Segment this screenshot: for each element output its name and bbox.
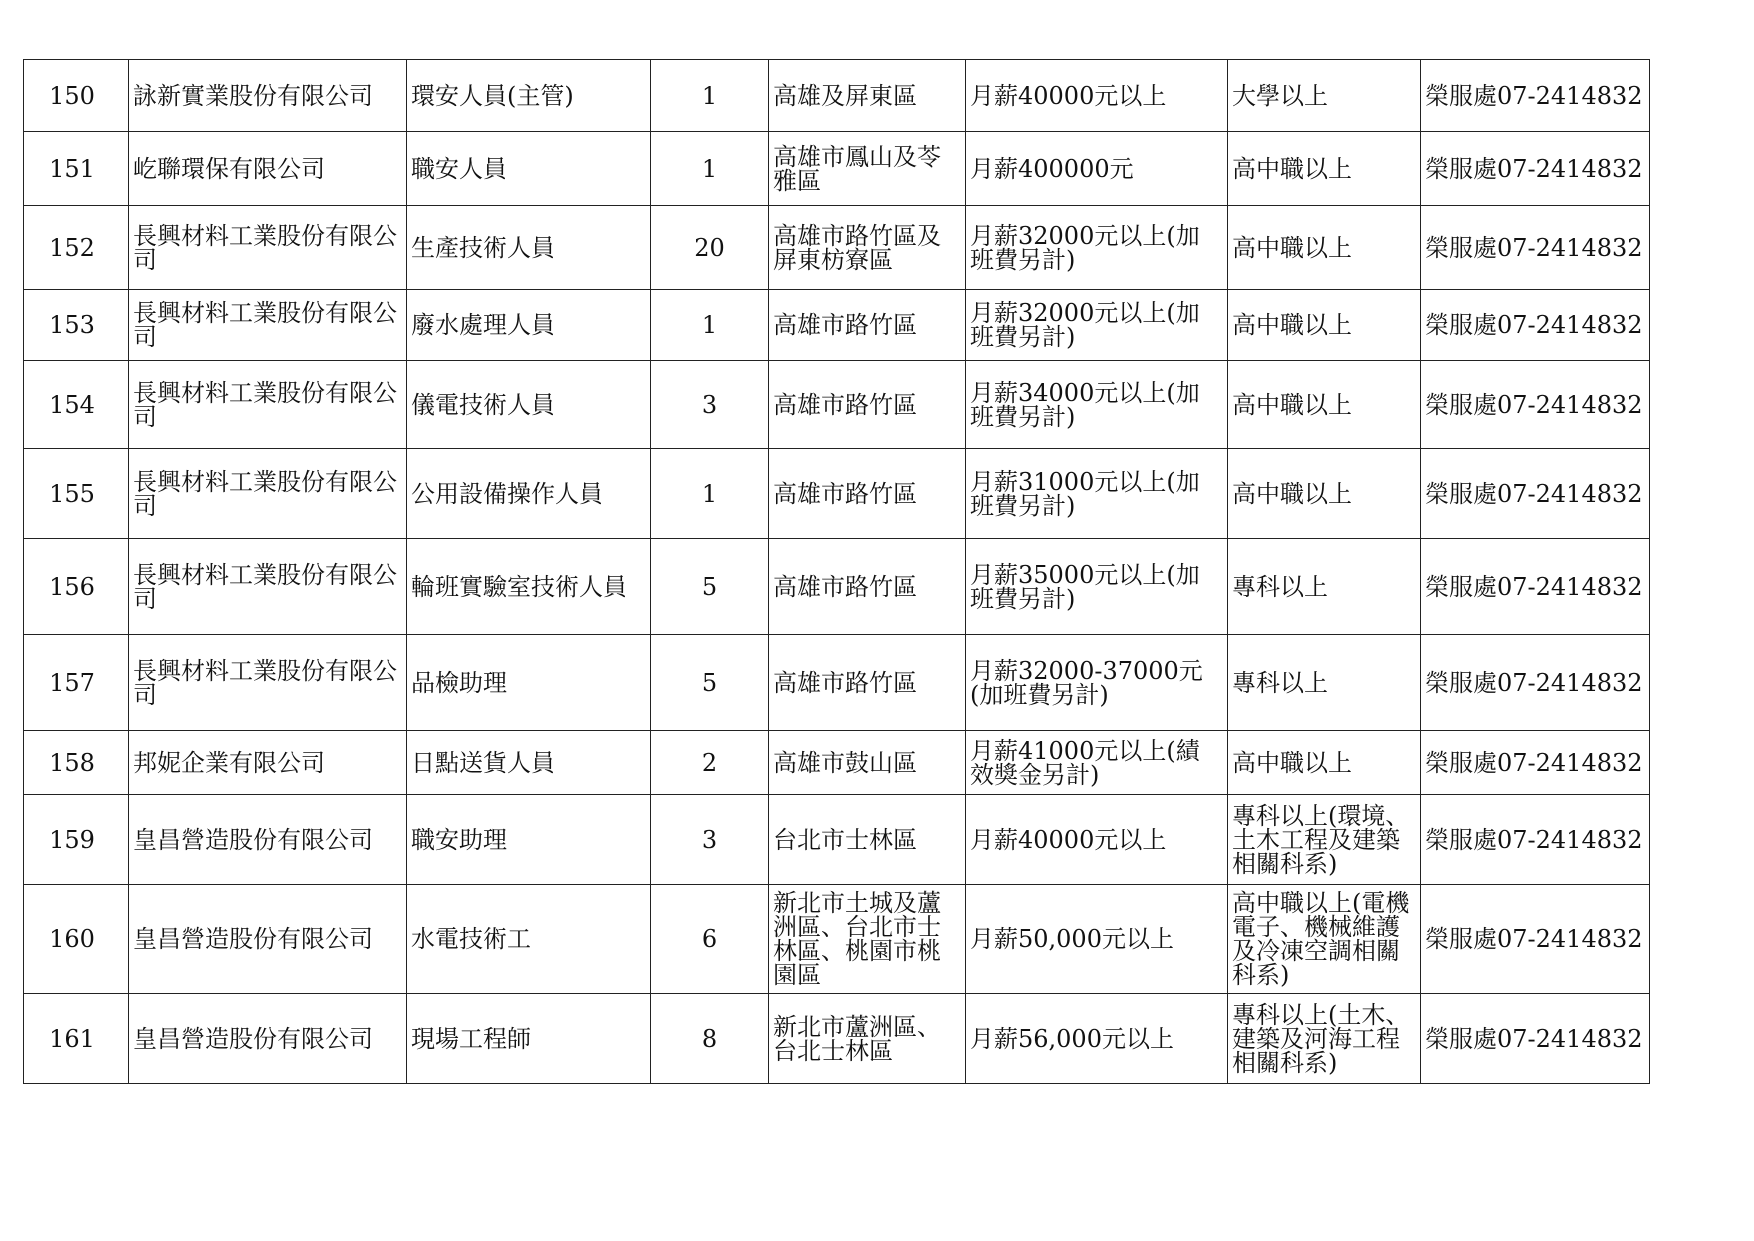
company-name: 邦妮企業有限公司 <box>129 731 407 795</box>
job-position: 輪班實驗室技術人員 <box>407 539 651 635</box>
job-table-body <box>24 60 1650 1084</box>
education-requirement: 高中職以上 <box>1228 731 1421 795</box>
opening-count: 3 <box>651 361 769 449</box>
table-row <box>24 290 1650 361</box>
company-name: 長興材料工業股份有限公司 <box>129 290 407 361</box>
table-row <box>24 539 1650 635</box>
salary: 月薪31000元以上(加班費另計) <box>966 449 1228 539</box>
work-location: 高雄及屏東區 <box>769 60 966 132</box>
contact-info: 榮服處07-2414832 <box>1421 994 1650 1084</box>
work-location: 新北市土城及蘆洲區、台北市士林區、桃園市桃園區 <box>769 885 966 994</box>
education-requirement: 高中職以上 <box>1228 206 1421 290</box>
table-row <box>24 361 1650 449</box>
salary: 月薪32000-37000元(加班費另計) <box>966 635 1228 731</box>
opening-count: 5 <box>651 635 769 731</box>
work-location: 高雄市路竹區 <box>769 361 966 449</box>
contact-info: 榮服處07-2414832 <box>1421 539 1650 635</box>
salary: 月薪40000元以上 <box>966 795 1228 885</box>
table-row <box>24 206 1650 290</box>
table-row <box>24 994 1650 1084</box>
row-number: 153 <box>24 290 129 361</box>
salary: 月薪35000元以上(加班費另計) <box>966 539 1228 635</box>
work-location: 高雄市路竹區 <box>769 539 966 635</box>
work-location: 高雄市路竹區 <box>769 635 966 731</box>
contact-info: 榮服處07-2414832 <box>1421 290 1650 361</box>
job-position: 職安助理 <box>407 795 651 885</box>
job-position: 公用設備操作人員 <box>407 449 651 539</box>
job-position: 廢水處理人員 <box>407 290 651 361</box>
salary: 月薪32000元以上(加班費另計) <box>966 290 1228 361</box>
table-row <box>24 60 1650 132</box>
company-name: 屹聯環保有限公司 <box>129 132 407 206</box>
job-position: 現場工程師 <box>407 994 651 1084</box>
contact-info: 榮服處07-2414832 <box>1421 206 1650 290</box>
work-location: 新北市蘆洲區、台北士林區 <box>769 994 966 1084</box>
opening-count: 2 <box>651 731 769 795</box>
work-location: 高雄市路竹區 <box>769 290 966 361</box>
education-requirement: 高中職以上 <box>1228 361 1421 449</box>
education-requirement: 專科以上(環境、土木工程及建築相關科系) <box>1228 795 1421 885</box>
opening-count: 20 <box>651 206 769 290</box>
row-number: 150 <box>24 60 129 132</box>
company-name: 詠新實業股份有限公司 <box>129 60 407 132</box>
job-position: 儀電技術人員 <box>407 361 651 449</box>
opening-count: 5 <box>651 539 769 635</box>
contact-info: 榮服處07-2414832 <box>1421 449 1650 539</box>
row-number: 152 <box>24 206 129 290</box>
company-name: 皇昌營造股份有限公司 <box>129 885 407 994</box>
opening-count: 8 <box>651 994 769 1084</box>
contact-info: 榮服處07-2414832 <box>1421 635 1650 731</box>
company-name: 皇昌營造股份有限公司 <box>129 795 407 885</box>
salary: 月薪56,000元以上 <box>966 994 1228 1084</box>
table-row <box>24 885 1650 994</box>
salary: 月薪400000元 <box>966 132 1228 206</box>
opening-count: 1 <box>651 60 769 132</box>
education-requirement: 專科以上 <box>1228 635 1421 731</box>
job-listing-table <box>23 59 1650 1084</box>
table-row <box>24 449 1650 539</box>
work-location: 高雄市路竹區 <box>769 449 966 539</box>
table-row <box>24 731 1650 795</box>
row-number: 157 <box>24 635 129 731</box>
contact-info: 榮服處07-2414832 <box>1421 132 1650 206</box>
work-location: 高雄市路竹區及屏東枋寮區 <box>769 206 966 290</box>
job-position: 職安人員 <box>407 132 651 206</box>
company-name: 長興材料工業股份有限公司 <box>129 361 407 449</box>
education-requirement: 大學以上 <box>1228 60 1421 132</box>
work-location: 台北市士林區 <box>769 795 966 885</box>
opening-count: 1 <box>651 290 769 361</box>
opening-count: 6 <box>651 885 769 994</box>
row-number: 160 <box>24 885 129 994</box>
row-number: 151 <box>24 132 129 206</box>
education-requirement: 高中職以上 <box>1228 449 1421 539</box>
row-number: 159 <box>24 795 129 885</box>
salary: 月薪50,000元以上 <box>966 885 1228 994</box>
contact-info: 榮服處07-2414832 <box>1421 885 1650 994</box>
opening-count: 1 <box>651 132 769 206</box>
education-requirement: 高中職以上 <box>1228 132 1421 206</box>
education-requirement: 高中職以上 <box>1228 290 1421 361</box>
table-row <box>24 132 1650 206</box>
row-number: 156 <box>24 539 129 635</box>
contact-info: 榮服處07-2414832 <box>1421 795 1650 885</box>
contact-info: 榮服處07-2414832 <box>1421 731 1650 795</box>
job-position: 日點送貨人員 <box>407 731 651 795</box>
company-name: 皇昌營造股份有限公司 <box>129 994 407 1084</box>
row-number: 154 <box>24 361 129 449</box>
row-number: 158 <box>24 731 129 795</box>
opening-count: 1 <box>651 449 769 539</box>
salary: 月薪40000元以上 <box>966 60 1228 132</box>
job-position: 環安人員(主管) <box>407 60 651 132</box>
company-name: 長興材料工業股份有限公司 <box>129 539 407 635</box>
table-row <box>24 795 1650 885</box>
company-name: 長興材料工業股份有限公司 <box>129 635 407 731</box>
table-row <box>24 635 1650 731</box>
company-name: 長興材料工業股份有限公司 <box>129 206 407 290</box>
row-number: 155 <box>24 449 129 539</box>
education-requirement: 專科以上(土木、建築及河海工程相關科系) <box>1228 994 1421 1084</box>
salary: 月薪34000元以上(加班費另計) <box>966 361 1228 449</box>
contact-info: 榮服處07-2414832 <box>1421 60 1650 132</box>
row-number: 161 <box>24 994 129 1084</box>
salary: 月薪41000元以上(績效獎金另計) <box>966 731 1228 795</box>
job-position: 生產技術人員 <box>407 206 651 290</box>
contact-info: 榮服處07-2414832 <box>1421 361 1650 449</box>
education-requirement: 專科以上 <box>1228 539 1421 635</box>
work-location: 高雄市鳳山及苓雅區 <box>769 132 966 206</box>
job-position: 水電技術工 <box>407 885 651 994</box>
salary: 月薪32000元以上(加班費另計) <box>966 206 1228 290</box>
education-requirement: 高中職以上(電機電子、機械維護及冷凍空調相關科系) <box>1228 885 1421 994</box>
company-name: 長興材料工業股份有限公司 <box>129 449 407 539</box>
opening-count: 3 <box>651 795 769 885</box>
work-location: 高雄市鼓山區 <box>769 731 966 795</box>
job-position: 品檢助理 <box>407 635 651 731</box>
